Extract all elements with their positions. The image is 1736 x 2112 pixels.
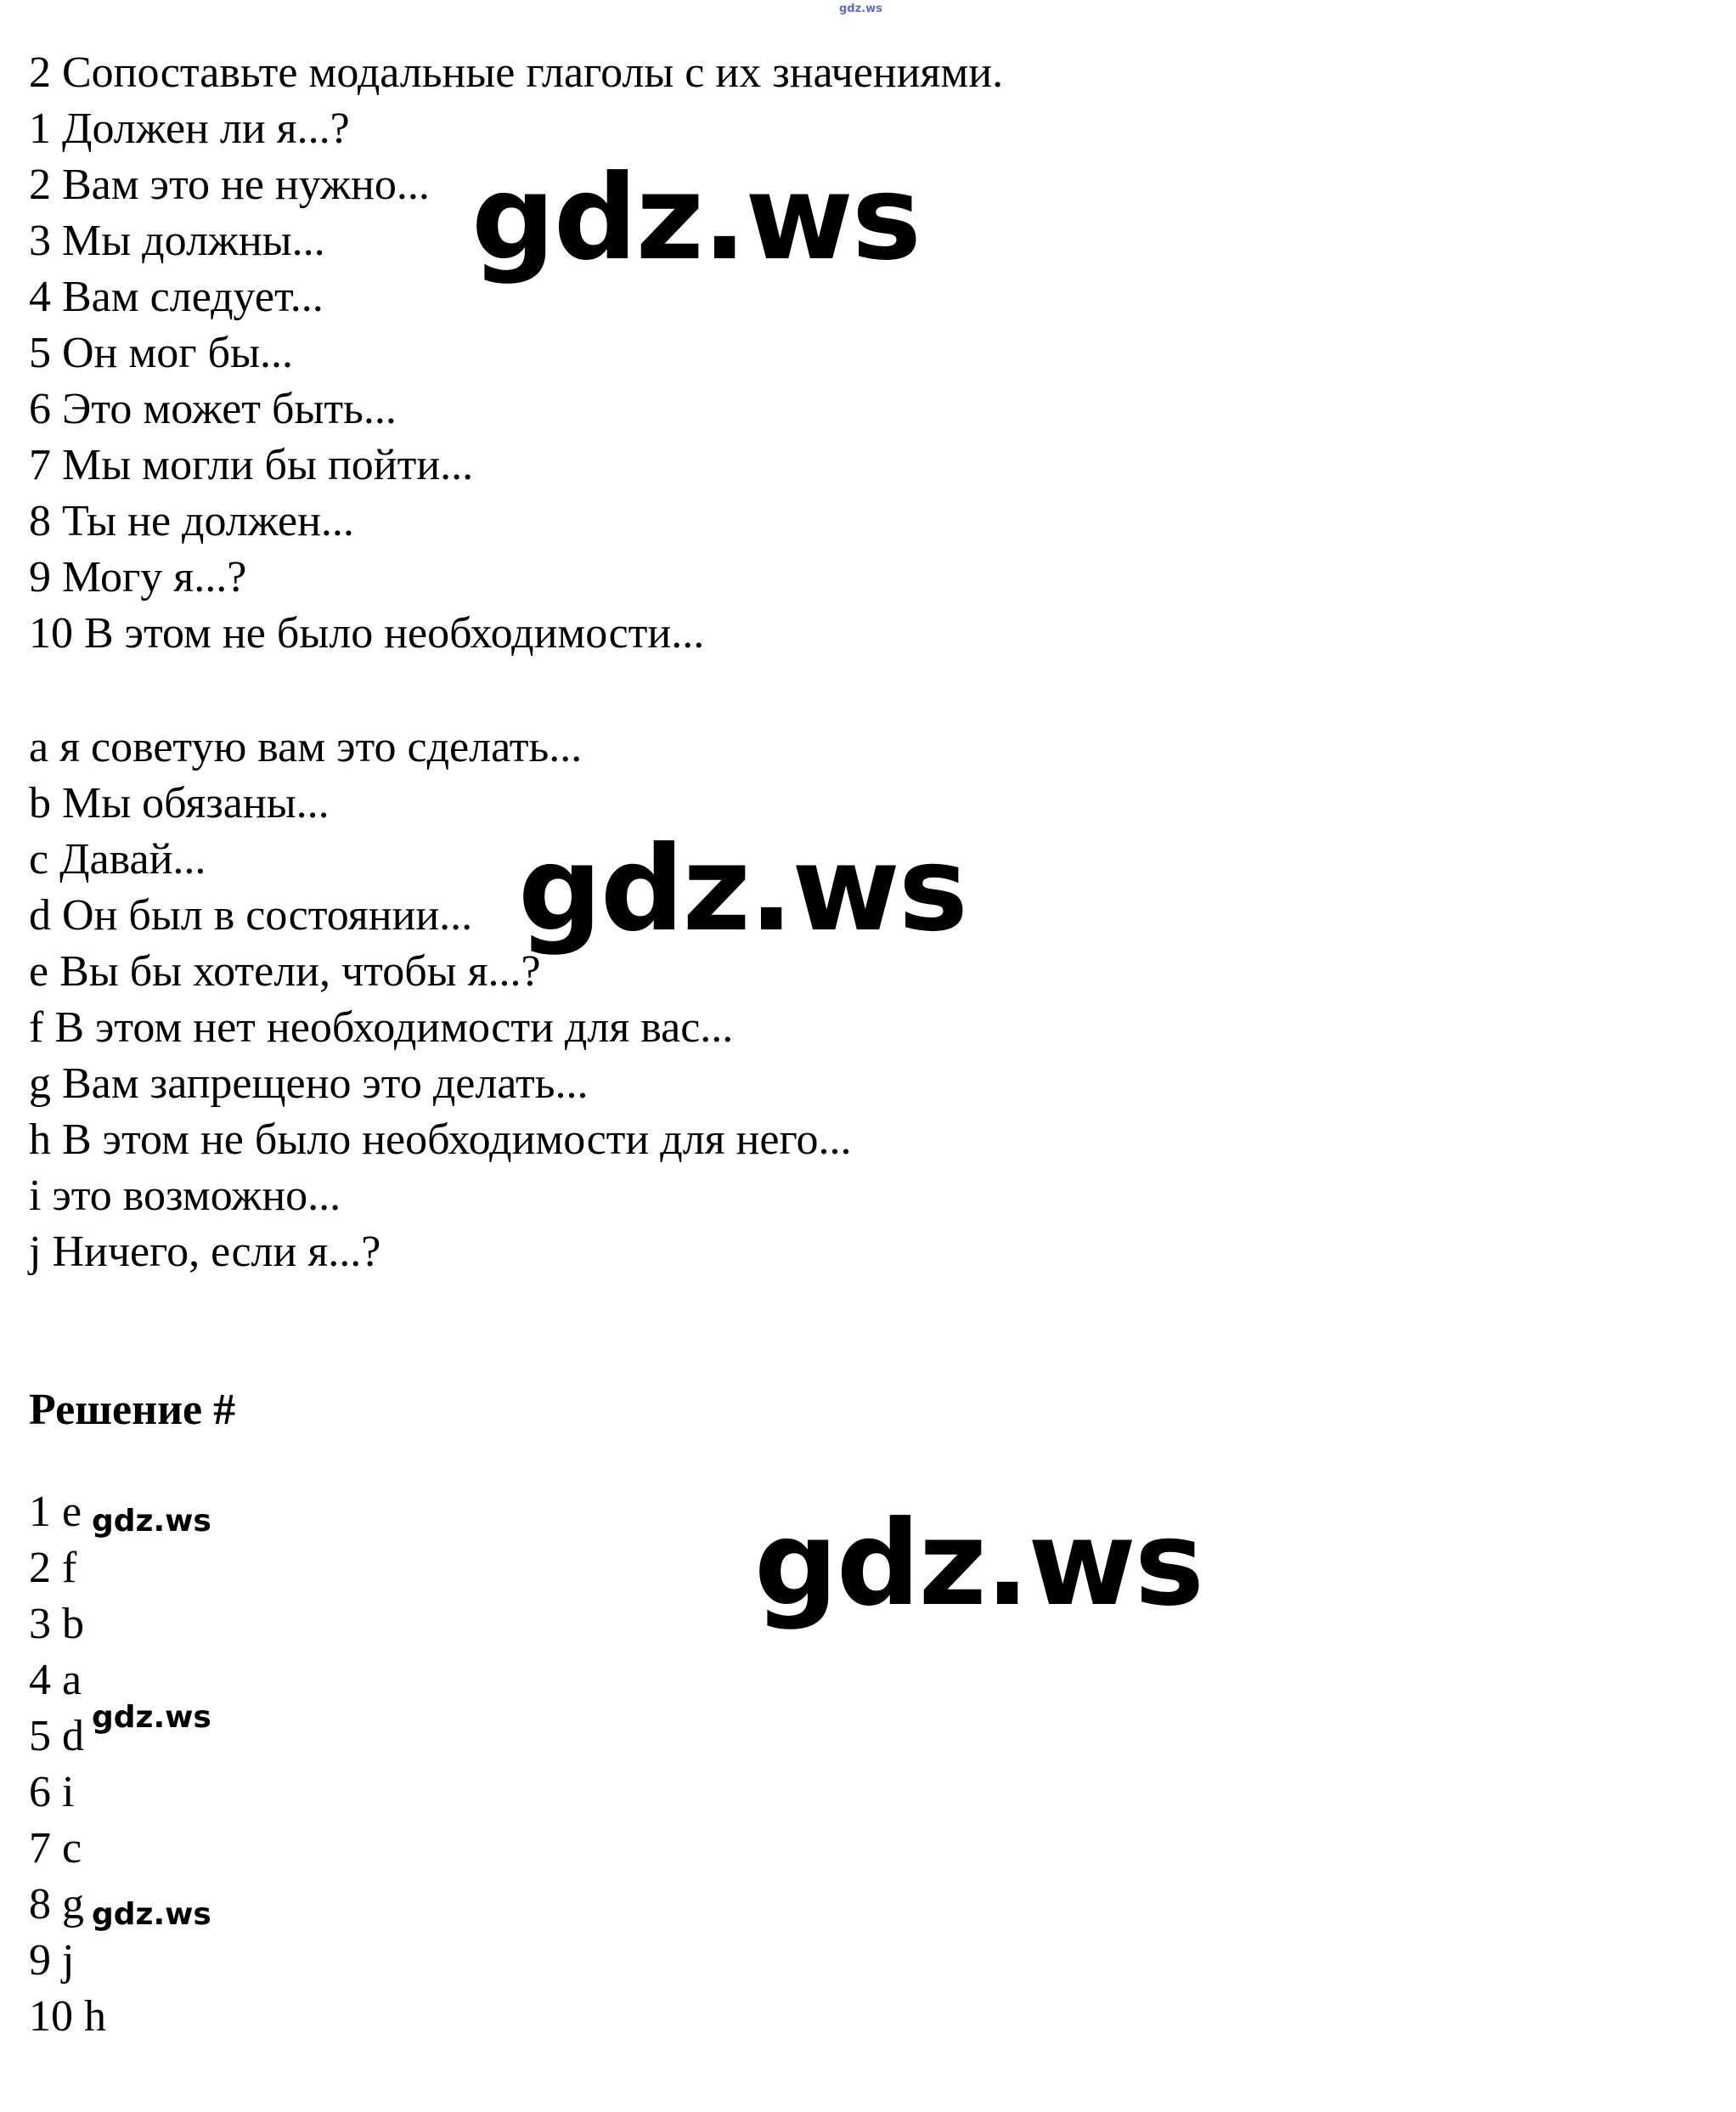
answer-item: 1 e — [29, 1488, 82, 1536]
watermark-large: gdz.ws — [471, 150, 920, 286]
answer-item: 6 i — [29, 1768, 75, 1816]
task-item: 9 Могу я...? — [29, 553, 247, 601]
solution-heading: Решение # — [29, 1386, 236, 1434]
meaning-item: b Мы обязаны... — [29, 779, 330, 827]
task-item: 7 Мы могли бы пойти... — [29, 441, 474, 489]
task-item: 2 Вам это не нужно... — [29, 161, 430, 209]
watermark-large: gdz.ws — [518, 821, 967, 957]
meaning-item: i это возможно... — [29, 1172, 341, 1220]
task-title: 2 Сопоставьте модальные глаголы с их значениями. — [29, 48, 1004, 97]
watermark-small: gdz.ws — [92, 1504, 211, 1539]
answer-item: 3 b — [29, 1600, 84, 1648]
answer-item: 7 c — [29, 1824, 82, 1872]
task-item: 5 Он мог бы... — [29, 329, 294, 377]
watermark-small: gdz.ws — [92, 1897, 211, 1932]
meaning-item: c Давай... — [29, 835, 206, 884]
watermark-top: gdz.ws — [839, 3, 882, 15]
answer-item: 2 f — [29, 1544, 77, 1592]
meaning-item: g Вам запрещено это делать... — [29, 1059, 589, 1108]
task-item: 4 Вам следует... — [29, 273, 324, 321]
meaning-item: a я советую вам это сделать... — [29, 723, 583, 771]
task-item: 6 Это может быть... — [29, 385, 397, 433]
task-item: 1 Должен ли я...? — [29, 104, 350, 153]
task-item: 8 Ты не должен... — [29, 497, 354, 545]
task-item: 10 В этом не было необходимости... — [29, 609, 705, 658]
answer-item: 5 d — [29, 1712, 84, 1760]
answer-item: 8 g — [29, 1880, 84, 1928]
meaning-item: e Вы бы хотели, чтобы я...? — [29, 947, 541, 996]
meaning-item: f В этом нет необходимости для вас... — [29, 1003, 734, 1052]
meaning-item: d Он был в состоянии... — [29, 891, 473, 940]
answer-item: 10 h — [29, 1992, 106, 2041]
watermark-large: gdz.ws — [754, 1495, 1203, 1632]
meaning-item: h В этом не было необходимости для него... — [29, 1115, 852, 1164]
watermark-small: gdz.ws — [92, 1700, 211, 1735]
answer-item: 9 j — [29, 1936, 75, 1985]
task-item: 3 Мы должны... — [29, 217, 325, 265]
meaning-item: j Ничего, если я...? — [29, 1228, 381, 1276]
answer-item: 4 a — [29, 1656, 82, 1704]
